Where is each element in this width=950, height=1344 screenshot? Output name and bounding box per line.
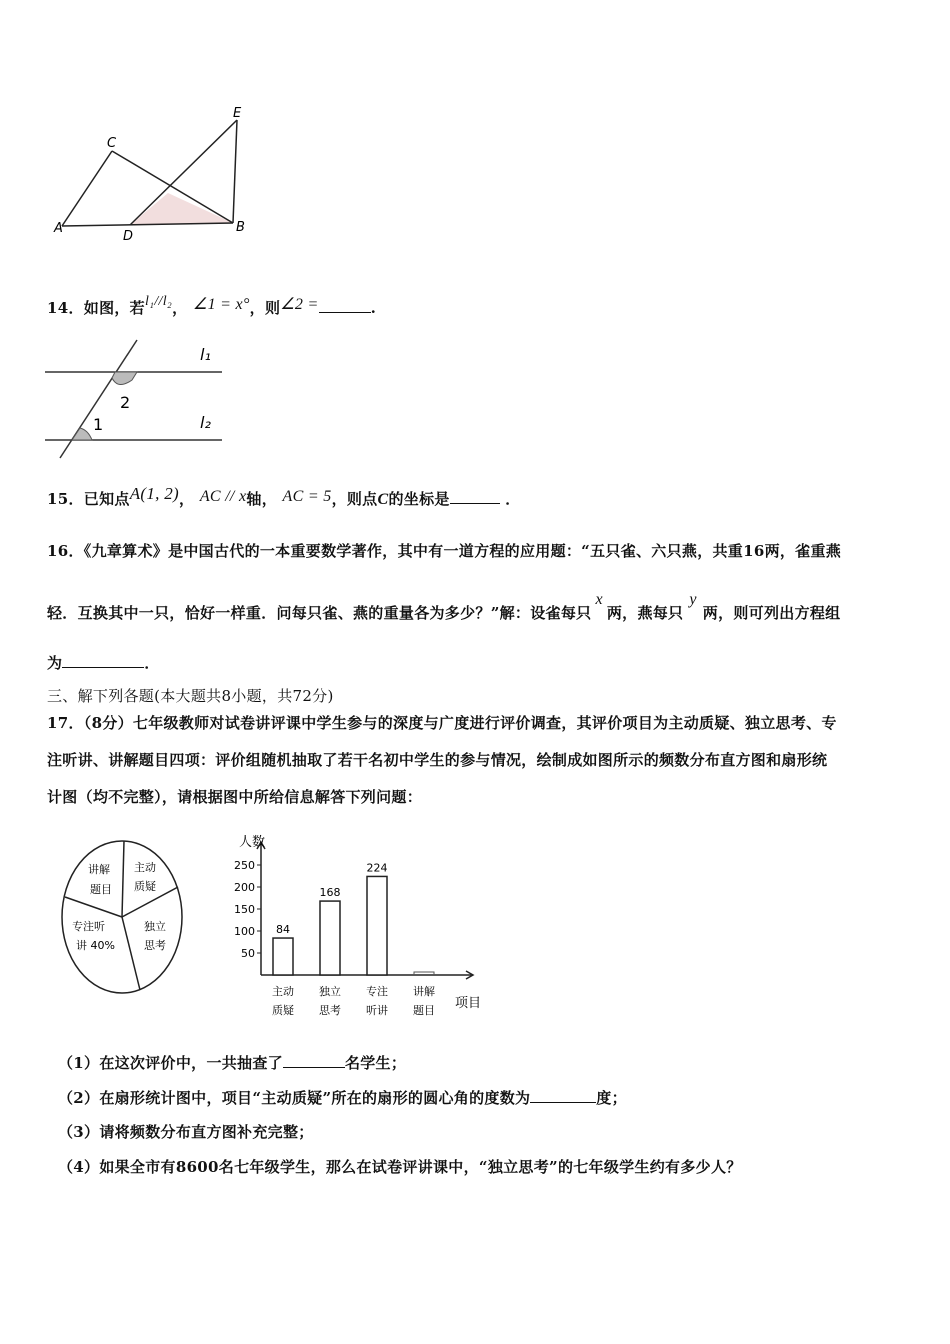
x-axis-label: 项目 (455, 996, 482, 1011)
label-D: D (123, 229, 134, 244)
category-label: 题目 (413, 1004, 435, 1017)
bar-2 (320, 901, 340, 975)
y-tick-label: 150 (234, 903, 255, 916)
category-label: 主动 (272, 985, 294, 998)
q15-condition-length: AC = 5 (282, 488, 332, 505)
label-A: A (54, 221, 63, 236)
label-B: B (236, 220, 245, 235)
q14-answer-blank[interactable] (319, 298, 371, 313)
category-label: 专注 (366, 985, 388, 998)
subquestion-2: （2）在扇形统计图中，项目“主动质疑”所在的扇形的圆心角的度数为 度； (58, 1089, 627, 1107)
subq1-answer-blank[interactable] (283, 1053, 345, 1068)
svg-text:讲 40%: 讲 40% (76, 939, 115, 952)
parallel-lines-figure (40, 338, 230, 463)
category-label: 质疑 (272, 1004, 294, 1017)
question-17-line-2: 注听讲、讲解题目四项：评价组随机抽取了若干名初中学生的参与情况，绘制成如图所示的频数分布直方图和扇形统 (47, 751, 828, 769)
q14-condition-parallel: l₁//l₂ (144, 294, 173, 309)
question-16-line-3: 为 ． (47, 654, 160, 672)
y-axis-label: 人数 (239, 835, 266, 850)
category-label: 听讲 (366, 1004, 388, 1017)
section-3-heading: 三、解下列各题(本大题共8小题，共72分) (47, 687, 334, 705)
pie-label-duli: 独立 (144, 920, 166, 933)
q15-point-A: A(1, 2) (129, 484, 179, 503)
svg-text:题目: 题目 (90, 883, 112, 896)
label-l2: l₂ (200, 413, 211, 432)
svg-text:质疑: 质疑 (134, 880, 156, 893)
question-14: 14．如图，若l₁//l₂， ∠1 = x°，则∠2 = . (47, 294, 377, 317)
question-16-line-2: 轻．互换其中一只，恰好一样重．问每只雀、燕的重量各为多少？”解：设雀每只x两，燕每只y两，则可列出方程组 (47, 591, 841, 622)
y-tick-label: 100 (234, 925, 255, 938)
label-E: E (233, 106, 242, 121)
category-label: 思考 (319, 1004, 341, 1017)
bar-1 (273, 938, 293, 975)
q15-condition-parallel: AC // x (199, 488, 247, 505)
label-C: C (107, 136, 117, 151)
question-17-line-1: 17．（8分）七年级教师对试卷讲评课中学生参与的深度与广度进行评价调查，其评价项目为主动质疑、独立思考、专 (47, 714, 837, 732)
y-tick-label: 250 (234, 859, 255, 872)
y-tick-label: 50 (241, 947, 255, 960)
pie-label-zhudong: 主动 (134, 861, 156, 874)
q14-condition-angle1: ∠1 = x° (192, 296, 250, 313)
q14-angle2: ∠2 = (280, 296, 319, 313)
subq2-answer-blank[interactable] (530, 1088, 596, 1103)
subquestion-1: （1）在这次评价中，一共抽查了 名学生； (58, 1054, 407, 1072)
bar-3 (367, 876, 387, 975)
svg-text:思考: 思考 (144, 939, 166, 952)
bar-value-label: 168 (319, 886, 341, 900)
y-tick-label: 200 (234, 881, 255, 894)
pie-label-zhuanzhu: 专注听 (72, 920, 105, 933)
bar-chart (225, 830, 495, 1025)
q15-answer-blank[interactable] (450, 489, 500, 504)
question-16-line-1: 16．《九章算术》是中国古代的一本重要数学著作，其中有一道方程的应用题：“五只雀、六只燕，共重16两，雀重燕 (47, 542, 842, 560)
triangle-figure (50, 105, 250, 245)
bar-value-label: 224 (366, 861, 388, 875)
angle-2-mark (112, 372, 137, 385)
category-label: 讲解 (413, 985, 435, 998)
category-label: 独立 (319, 985, 341, 998)
question-15: 15．已知点A(1, 2)， AC // x轴， AC = 5，则点C的坐标是 ． (47, 484, 521, 508)
subquestion-3: （3）请将频数分布直方图补充完整； (58, 1123, 314, 1141)
label-angle-2: 2 (120, 393, 131, 412)
pie-label-jiangjie: 讲解 (88, 863, 110, 876)
q16-answer-blank[interactable] (62, 653, 144, 668)
subquestion-4: （4）如果全市有8600名七年级学生，那么在试卷评讲课中，“独立思考”的七年级学生约有多少人？ (58, 1158, 742, 1176)
label-angle-1: 1 (93, 415, 104, 434)
bar-value-label: 84 (276, 923, 290, 937)
pie-chart (60, 835, 195, 1000)
label-l1: l₁ (200, 345, 211, 364)
question-17-line-3: 计图（均不完整），请根据图中所给信息解答下列问题： (47, 788, 423, 806)
